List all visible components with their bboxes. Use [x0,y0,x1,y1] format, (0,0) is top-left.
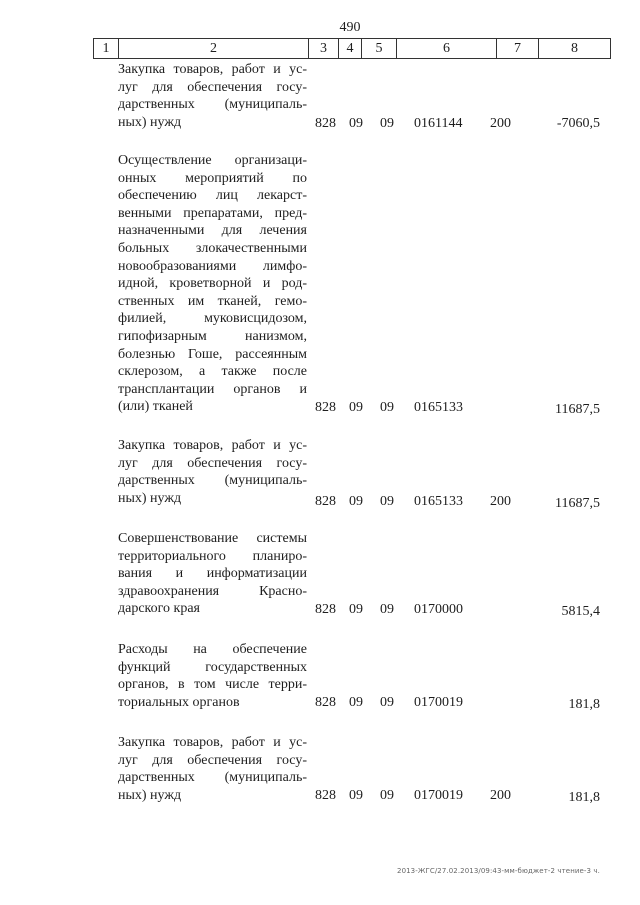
row-code-6: 0165133 [414,400,463,415]
column-header-7: 7 [497,39,539,58]
row-name-line: дарственных (муниципаль- [118,97,307,113]
row-name-line: склерозом, а также после [118,364,307,380]
row-code-7: 200 [490,116,511,131]
row-name-line: Совершенствование системы [118,531,307,546]
row-name-line: Осуществление организаци- [118,153,307,168]
row-name [118,530,307,618]
row-code-7: 200 [490,494,511,509]
row-code-3: 828 [315,788,336,803]
row-code-4: 09 [349,400,363,415]
row-name-line: онных мероприятий по [118,170,307,186]
row-name [118,641,307,711]
row-code-5: 09 [380,494,394,509]
row-name-line: органов, в том числе терри- [118,677,307,693]
row-name-line: Закупка товаров, работ и ус- [118,735,307,750]
row-code-6: 0170019 [414,695,463,710]
row-name-line: Расходы на обеспечение [118,642,307,657]
row-code-5: 09 [380,695,394,710]
footer-print-stamp: 2013-ЖГС/27.02.2013/09:43-мм-бюджет-2 чтение-3 ч. [397,867,600,875]
row-name-line: новообразованиями лимфо- [118,258,307,274]
row-name-line: гипофизарным нанизмом, [118,328,307,344]
row-name-line: филией, муковисцидозом, [118,311,307,327]
row-name-line: дарственных (муниципаль- [118,473,307,489]
row-code-6: 0161144 [414,116,463,131]
row-code-7: 200 [490,788,511,803]
row-amount: 181,8 [568,697,600,712]
row-code-4: 09 [349,116,363,131]
row-code-6: 0165133 [414,494,463,509]
row-code-5: 09 [380,116,394,131]
row-name-line: ственных им тканей, гемо- [118,293,307,309]
row-code-3: 828 [315,400,336,415]
column-header-6: 6 [397,39,497,58]
column-header-2: 2 [119,39,309,58]
row-name-line: трансплантации органов и [118,381,307,397]
row-name-line: (или) тканей [118,399,193,415]
row-code-4: 09 [349,695,363,710]
column-header-3: 3 [309,39,339,58]
row-name-line: идной, кроветворной и род- [118,276,307,292]
row-code-3: 828 [315,116,336,131]
page-number: 490 [339,20,361,35]
row-name-line: венными препаратами, пред- [118,205,307,221]
row-amount: 11687,5 [555,402,600,417]
row-name [118,61,307,131]
row-code-5: 09 [380,788,394,803]
row-code-3: 828 [315,695,336,710]
row-code-3: 828 [315,494,336,509]
column-header-8: 8 [571,40,578,56]
row-name-line: больных злокачественными [118,240,307,256]
row-name-line: луг для обеспечения госу- [118,79,307,95]
row-name-line: Закупка товаров, работ и ус- [118,438,307,453]
row-code-5: 09 [380,602,394,617]
row-name-line: болезнью Гоше, рассеянным [118,346,307,362]
row-name-line: вания и информатизации [118,566,307,582]
row-name-line: функций государственных [118,659,307,675]
row-name [118,734,307,804]
column-header-row [93,38,611,59]
column-header-1: 1 [94,39,119,58]
row-name-line: здравоохранения Красно- [118,583,307,599]
row-code-6: 0170000 [414,602,463,617]
row-name-line: назначенными для лечения [118,223,307,239]
row-code-5: 09 [380,400,394,415]
row-amount: 11687,5 [555,496,600,511]
row-name-line: ных) нужд [118,490,182,506]
row-amount: 5815,4 [561,604,600,619]
column-header-5: 5 [362,39,397,58]
row-amount: 181,8 [568,790,600,805]
row-name-line: ториальных органов [118,694,240,710]
row-name [118,437,307,507]
row-amount: -7060,5 [556,116,600,131]
row-name-line: обеспечению лиц лекарст- [118,188,307,204]
row-name-line: Закупка товаров, работ и ус- [118,62,307,77]
row-name-line: ных) нужд [118,787,182,803]
row-code-6: 0170019 [414,788,463,803]
row-code-4: 09 [349,494,363,509]
row-code-3: 828 [315,602,336,617]
row-name-line: дарственных (муниципаль- [118,770,307,786]
row-name-line: луг для обеспечения госу- [118,455,307,471]
row-name-line: луг для обеспечения госу- [118,752,307,768]
row-name [118,152,307,416]
column-header-4: 4 [339,39,362,58]
row-name-line: дарского края [118,601,200,617]
row-code-4: 09 [349,788,363,803]
row-code-4: 09 [349,602,363,617]
row-name-line: ных) нужд [118,114,182,130]
row-name-line: территориального планиро- [118,548,307,564]
